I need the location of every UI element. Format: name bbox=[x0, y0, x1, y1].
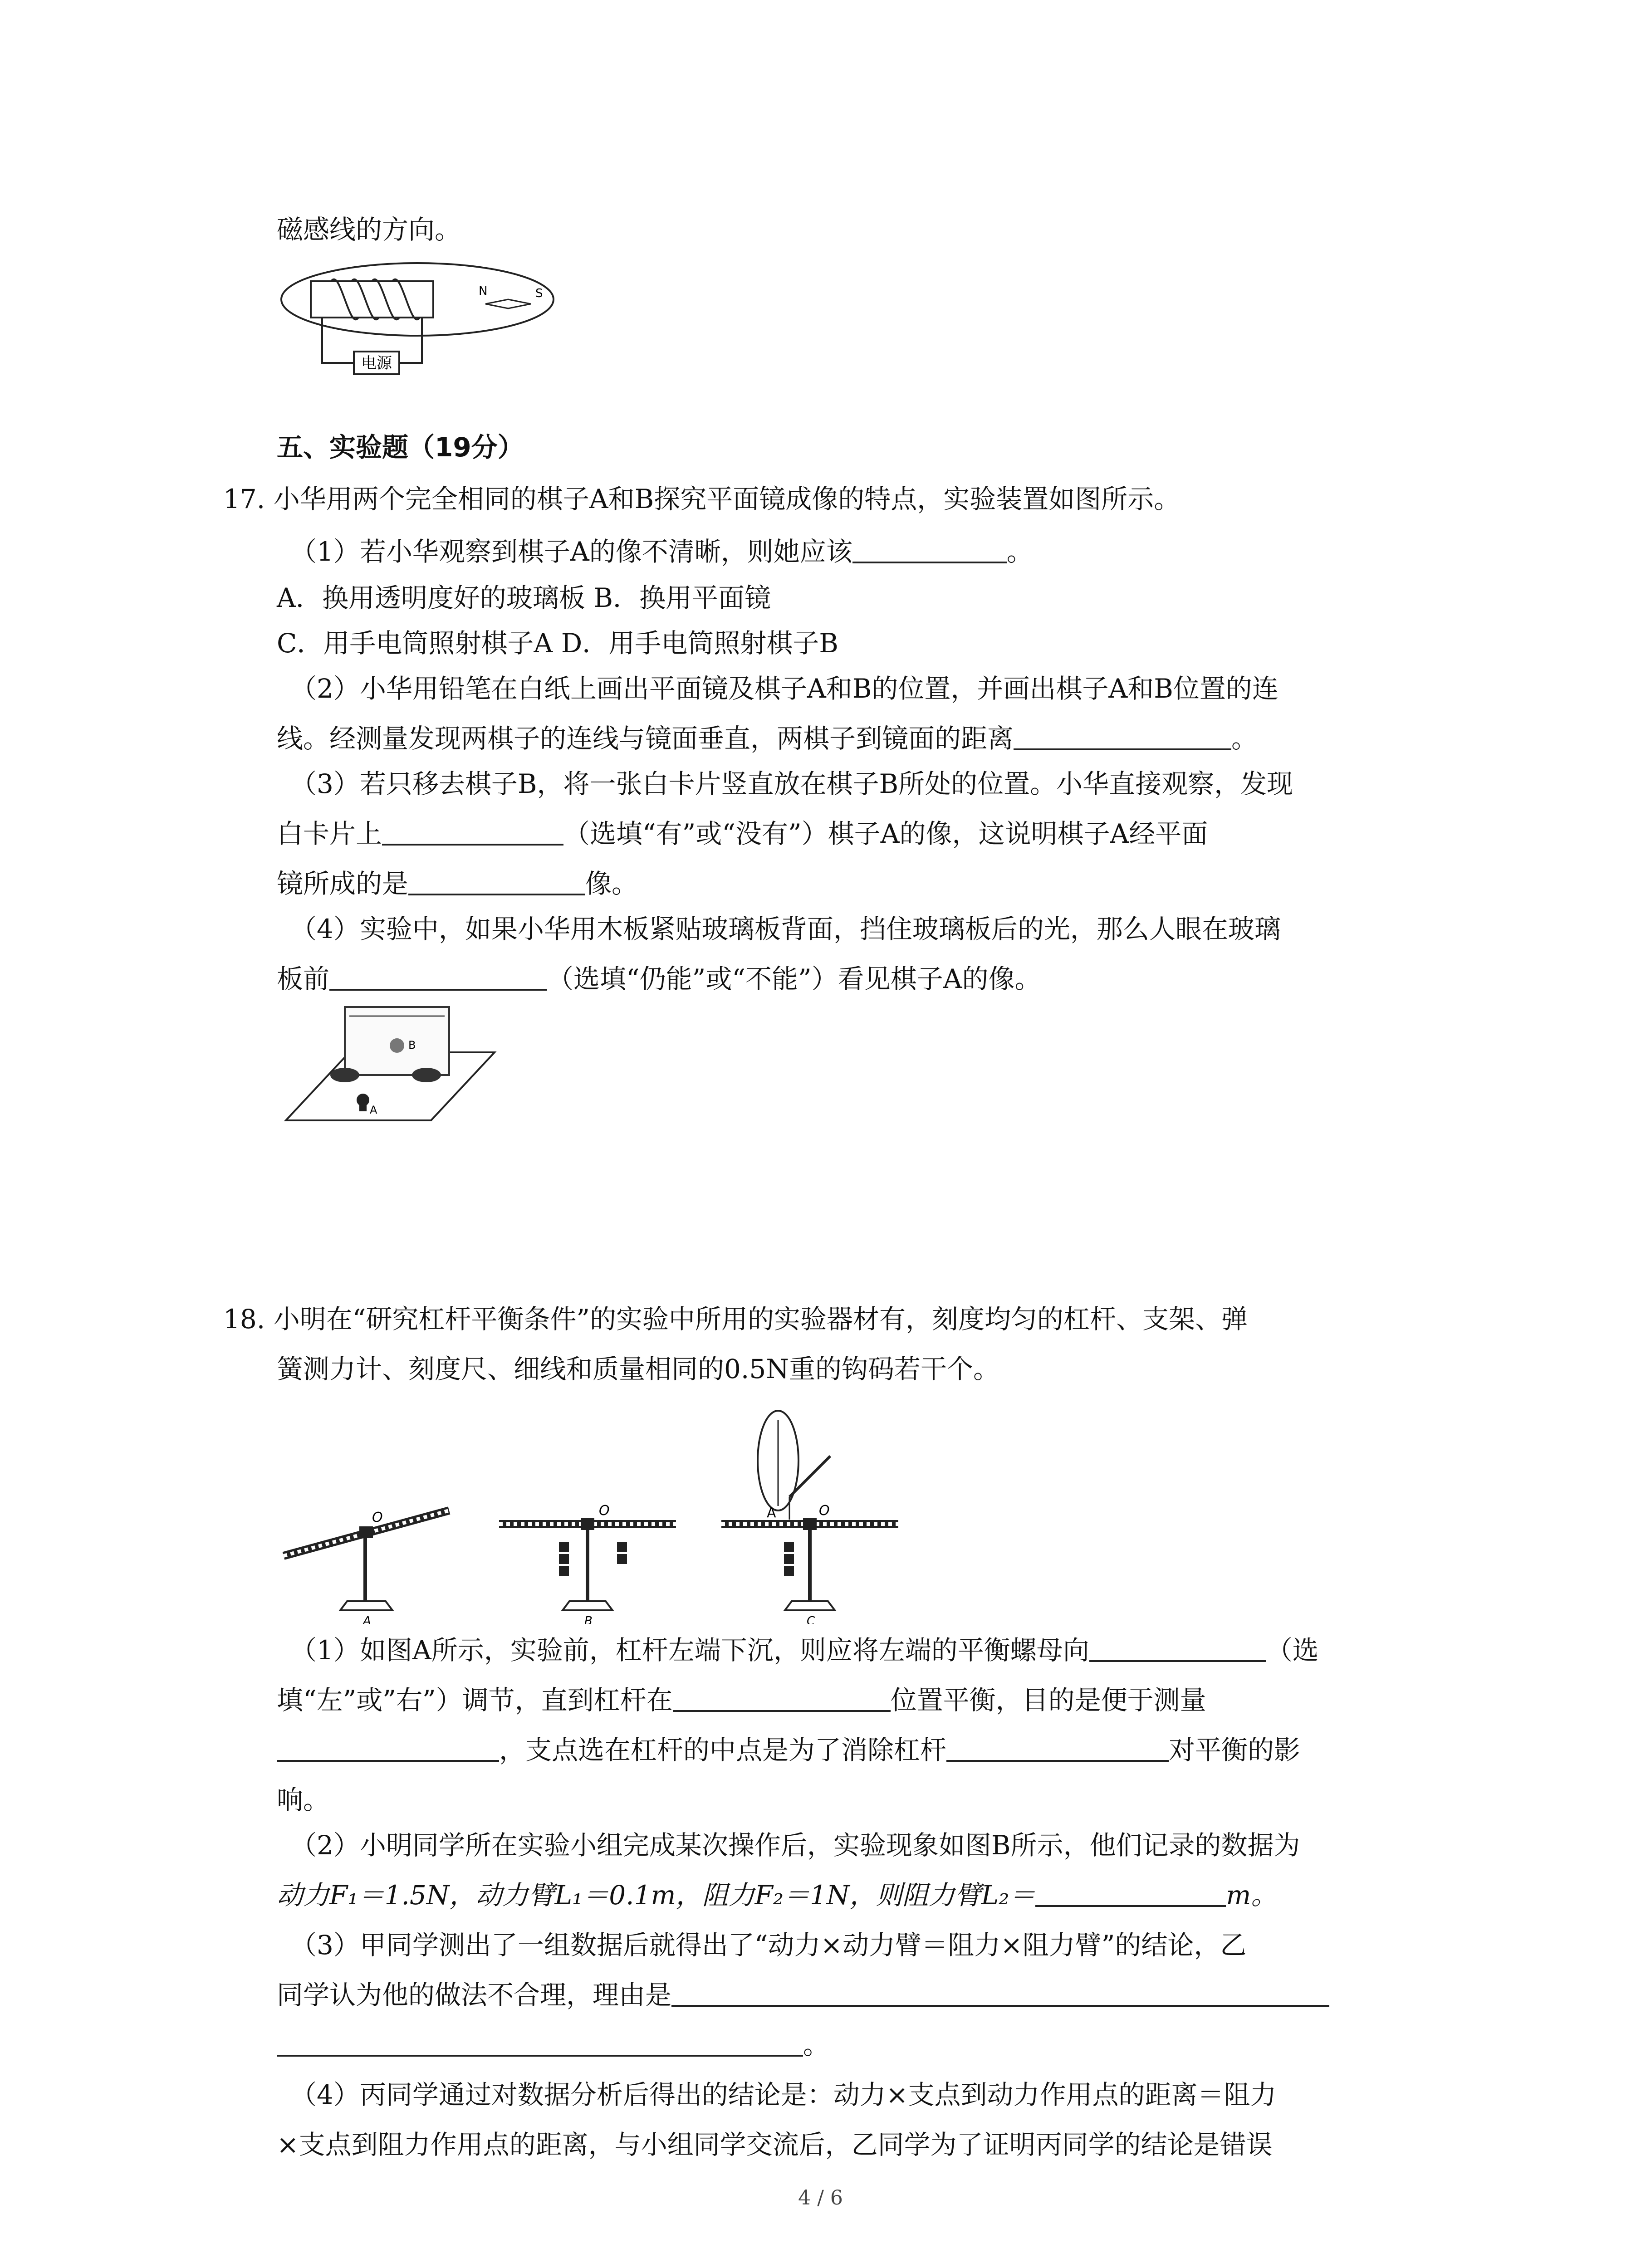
lever-diagrams bbox=[272, 1406, 944, 1624]
answer-blank[interactable] bbox=[946, 1735, 1169, 1762]
q18-part3-line1: （3）甲同学测出了一组数据后就得出了“动力×动力臂＝阻力×阻力臂”的结论，乙 bbox=[290, 1930, 1247, 1960]
q18-part3-line2 bbox=[277, 1978, 1329, 2012]
q17-part3-line3 bbox=[277, 866, 638, 901]
caption-a: A bbox=[363, 1614, 371, 1624]
q17-p3-text-b: （选填“有”或“没有”）棋子A的像，这说明棋子A经平面 bbox=[563, 818, 1208, 849]
q17-part3-line2 bbox=[277, 816, 1208, 851]
q17-p3-text-a: 白卡片上 bbox=[277, 818, 382, 849]
q18-part3-line3 bbox=[277, 2028, 829, 2062]
answer-blank[interactable] bbox=[277, 1735, 499, 1762]
point-a-label: A bbox=[767, 1505, 776, 1521]
q18-p1-text-f: 对平衡的影 bbox=[1169, 1735, 1301, 1765]
q17-p3-text-c: 镜所成的是 bbox=[277, 868, 409, 899]
q17-number: 17. bbox=[223, 484, 265, 514]
q17-p2-text: 线。经测量发现两棋子的连线与镜面垂直，两棋子到镜面的距离 bbox=[277, 723, 1014, 754]
solenoid-diagram bbox=[272, 254, 599, 395]
q17-part4-line1: （4）实验中，如果小华用木板紧贴玻璃板背面，挡住玻璃板后的光，那么人眼在玻璃 bbox=[290, 914, 1281, 944]
q17-stem-text: 小华用两个完全相同的棋子A和B探究平面镜成像的特点，实验装置如图所示。 bbox=[273, 484, 1181, 514]
q18-p1-text-c: 填“左”或”右”）调节，直到杠杆在 bbox=[277, 1685, 673, 1716]
answer-blank[interactable] bbox=[382, 818, 563, 846]
q17-stem bbox=[223, 482, 1180, 516]
caption-c: C bbox=[807, 1614, 815, 1624]
q17-option-c: C．用手电筒照射棋子A bbox=[277, 628, 553, 659]
power-supply-label: 电源 bbox=[361, 354, 392, 372]
fulcrum-o-label-c: O bbox=[819, 1503, 830, 1519]
lever-figure-a bbox=[284, 1510, 449, 1624]
caption-b: B bbox=[584, 1614, 593, 1624]
answer-blank[interactable] bbox=[277, 2029, 803, 2057]
q18-p1-text-e: ，支点选在杠杆的中点是为了消除杠杆 bbox=[499, 1735, 947, 1765]
q18-part1-line1 bbox=[290, 1633, 1319, 1667]
q17-option-b: B．换用平面镜 bbox=[593, 582, 771, 613]
q18-p3-text: 同学认为他的做法不合理，理由是 bbox=[277, 1980, 672, 2010]
q17-options-cd bbox=[277, 626, 838, 660]
answer-blank[interactable] bbox=[1089, 1635, 1266, 1662]
lever-figure-b bbox=[499, 1503, 676, 1624]
q17-part3-line1: （3）若只移去棋子B，将一张白卡片竖直放在棋子B所处的位置。小华直接观察，发现 bbox=[290, 768, 1293, 799]
mirror-diagram bbox=[277, 1002, 504, 1129]
pole-n-label: N bbox=[479, 284, 488, 298]
q18-p2-unit: m。 bbox=[1226, 1880, 1278, 1911]
fulcrum-o-label-a: O bbox=[372, 1510, 383, 1525]
q18-part2-line1: （2）小明同学所在实验小组完成某次操作后，实验现象如图B所示，他们记录的数据为 bbox=[290, 1830, 1300, 1861]
answer-blank[interactable] bbox=[329, 963, 547, 991]
q17-part2-line1: （2）小华用铅笔在白纸上画出平面镜及棋子A和B的位置，并画出棋子A和B位置的连 bbox=[290, 673, 1279, 704]
answer-blank[interactable] bbox=[1035, 1880, 1226, 1907]
answer-blank[interactable] bbox=[671, 1980, 1329, 2007]
intro-line: 磁感线的方向。 bbox=[277, 214, 461, 245]
q17-p4-text-b: （选填“仍能”或“不能”）看见棋子A的像。 bbox=[547, 963, 1041, 994]
q17-p1-end: 。 bbox=[1006, 536, 1033, 567]
answer-blank[interactable] bbox=[1014, 723, 1231, 750]
q18-number: 18. bbox=[223, 1304, 265, 1334]
answer-blank[interactable] bbox=[852, 536, 1007, 563]
section-title: 五、实验题（19分） bbox=[277, 432, 524, 463]
q18-p2-text: 动力F₁＝1.5N，动力臂L₁＝0.1m，阻力F₂＝1N，则阻力臂L₂＝ bbox=[277, 1880, 1036, 1911]
q17-p4-text-a: 板前 bbox=[277, 963, 330, 994]
lever-figures bbox=[272, 1406, 944, 1626]
q18-stem-text: 小明在“研究杠杆平衡条件”的实验中所用的实验器材有，刻度均匀的杠杆、支架、弹 bbox=[273, 1304, 1248, 1334]
fulcrum-o-label-b: O bbox=[599, 1503, 610, 1519]
piece-a-label: A bbox=[370, 1104, 377, 1116]
solenoid-figure bbox=[272, 254, 599, 396]
q18-part1-line2 bbox=[277, 1683, 1206, 1717]
q18-part4-line2: ×支点到阻力作用点的距离，与小组同学交流后，乙同学为了证明丙同学的结论是错误 bbox=[277, 2129, 1273, 2160]
answer-blank[interactable] bbox=[408, 868, 585, 895]
q18-p3-end: 。 bbox=[803, 2029, 830, 2060]
compass-needle bbox=[485, 299, 531, 308]
q17-part1 bbox=[290, 534, 1033, 569]
q17-part4-line2 bbox=[277, 962, 1041, 996]
q18-part4-line1: （4）丙同学通过对数据分析后得出的结论是：动力×支点到动力作用点的距离＝阻力 bbox=[290, 2079, 1277, 2110]
mirror-experiment-figure bbox=[277, 1002, 504, 1131]
pole-s-label: S bbox=[535, 287, 543, 300]
q18-stem-line1 bbox=[223, 1302, 1248, 1336]
page-number: 4 / 6 bbox=[798, 2186, 843, 2209]
lever-figure-c bbox=[721, 1411, 898, 1624]
q17-p1-text: （1）若小华观察到棋子A的像不清晰，则她应该 bbox=[290, 536, 852, 567]
q18-p1-text-d: 位置平衡，目的是便于测量 bbox=[890, 1685, 1206, 1716]
q17-part2-line2 bbox=[277, 721, 1258, 756]
q18-part1-line4: 响。 bbox=[277, 1784, 330, 1815]
q18-p1-text-b: （选 bbox=[1266, 1635, 1319, 1666]
q17-option-a: A．换用透明度好的玻璃板 bbox=[277, 582, 585, 613]
q18-part1-line3 bbox=[277, 1733, 1300, 1767]
q17-option-d: D．用手电筒照射棋子B bbox=[561, 628, 838, 659]
answer-blank[interactable] bbox=[673, 1685, 891, 1712]
q18-stem-line2: 簧测力计、刻度尺、细线和质量相同的0.5N重的钩码若干个。 bbox=[277, 1354, 999, 1384]
q18-part2-line2 bbox=[277, 1878, 1277, 1912]
piece-b-label: B bbox=[408, 1039, 416, 1051]
q18-p1-text-a: （1）如图A所示，实验前，杠杆左端下沉，则应将左端的平衡螺母向 bbox=[290, 1635, 1089, 1666]
q17-p3-text-d: 像。 bbox=[585, 868, 638, 899]
q17-p2-end: 。 bbox=[1231, 723, 1258, 754]
q17-options-ab bbox=[277, 581, 771, 615]
